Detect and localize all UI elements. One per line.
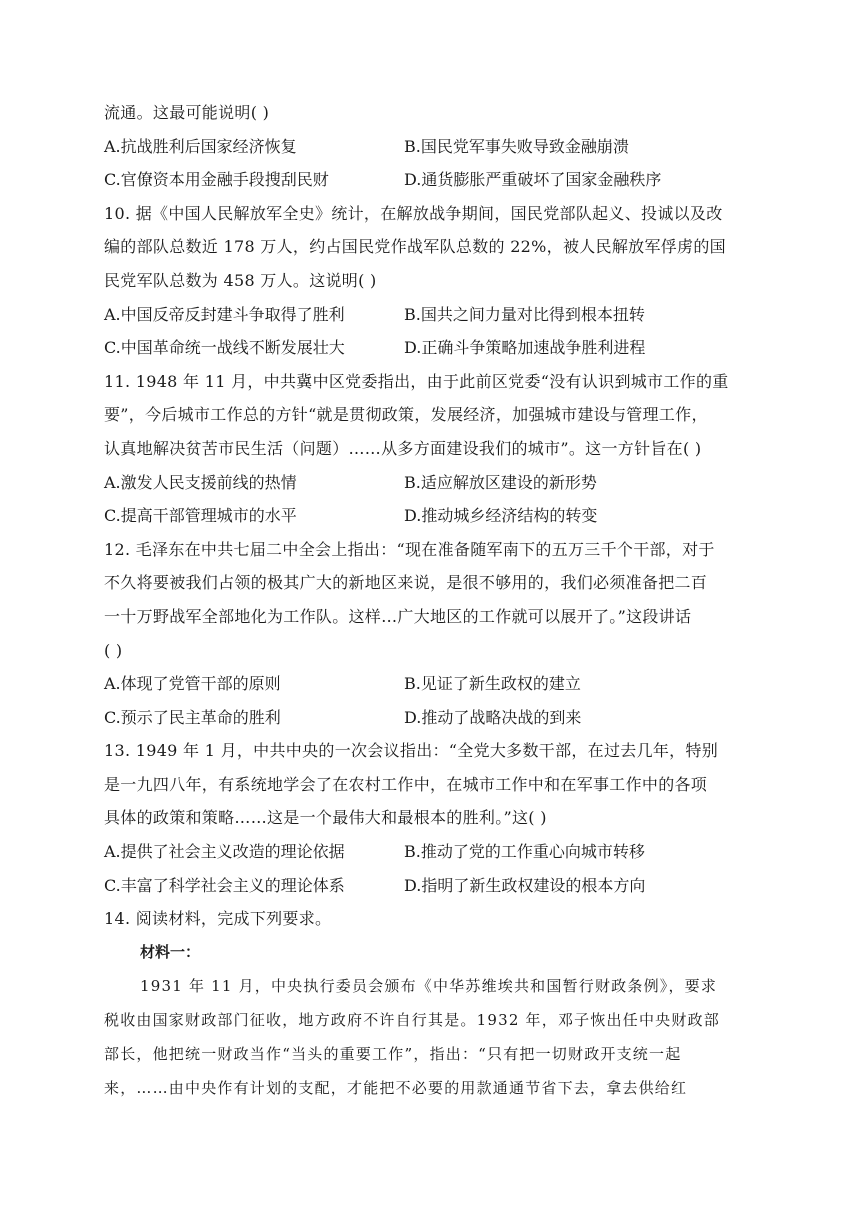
q13-option-c[interactable]: C.丰富了科学社会主义的理论体系 [104, 875, 345, 895]
q10-option-b[interactable]: B.国共之间力量对比得到根本扭转 [404, 304, 645, 324]
q12-option-d[interactable]: D.推动了战略决战的到来 [404, 707, 582, 727]
material-one-line-3: 部长，他把统一财政当作“当头的重要工作”，指出：“只有把一切财政开支统一起 [104, 1045, 682, 1064]
q12-options-row-1 [104, 667, 764, 701]
q9-option-d[interactable]: D.通货膨胀严重破坏了国家金融秩序 [404, 170, 662, 190]
q9-option-c[interactable]: C.官僚资本用金融手段搜刮民财 [104, 170, 329, 190]
q14-stem: 14. 阅读材料，完成下列要求。 [104, 909, 332, 929]
q9-option-a[interactable]: A.抗战胜利后国家经济恢复 [104, 136, 297, 156]
q11-stem-line-2: 要”，今后城市工作总的方针“就是贯彻政策，发展经济，加强城市建设与管理工作， [104, 405, 708, 425]
q9-option-b[interactable]: B.国民党军事失败导致金融崩溃 [404, 136, 629, 156]
q10-option-c[interactable]: C.中国革命统一战线不断发展壮大 [104, 338, 345, 358]
material-one-line-2: 税收由国家财政部门征收，地方政府不许自行其是。1932 年，邓子恢出任中央财政部 [104, 1011, 720, 1030]
q9-options-row-1 [104, 130, 764, 164]
q13-option-d[interactable]: D.指明了新生政权建设的根本方向 [404, 875, 646, 895]
q12-stem-line-4: ( ) [104, 640, 123, 660]
q13-option-b[interactable]: B.推动了党的工作重心向城市转移 [404, 842, 645, 862]
q10-stem-line-2: 编的部队总数近 178 万人，约占国民党作战军队总数的 22%，被人民解放军俘虏的国 [104, 237, 726, 257]
q12-stem-line-1: 12. 毛泽东在中共七届二中全会上指出：“现在准备随军南下的五万三千个干部，对于 [104, 539, 715, 559]
q11-stem-line-3: 认真地解决贫苦市民生活（问题）……从多方面建设我们的城市”。这一方针旨在( ) [104, 438, 702, 458]
q11-options-row-1 [104, 466, 764, 500]
q12-options-row-2 [104, 701, 764, 735]
q12-option-c[interactable]: C.预示了民主革命的胜利 [104, 707, 281, 727]
q10-option-d[interactable]: D.正确斗争策略加速战争胜利进程 [404, 338, 646, 358]
q12-stem-line-2: 不久将要被我们占领的极其广大的新地区来说，是很不够用的，我们必须准备把二百 [104, 573, 708, 593]
q11-option-a[interactable]: A.激发人民支援前线的热情 [104, 472, 297, 492]
material-one-line-4: 来，……由中央作有计划的支配，才能把不必要的用款通通节省下去，拿去供给红 [104, 1079, 688, 1098]
q11-options-row-2 [104, 499, 764, 533]
q13-stem-line-3: 具体的政策和策略……这是一个最伟大和最根本的胜利。”这( ) [104, 808, 547, 828]
q11-option-d[interactable]: D.推动城乡经济结构的转变 [404, 506, 598, 526]
q10-stem-line-3: 民党军队总数为 458 万人。这说明( ) [104, 270, 377, 290]
q12-stem-line-3: 一十万野战军全部地化为工作队。这样…广大地区的工作就可以展开了。”这段讲话 [104, 606, 692, 626]
q9-options-row-2 [104, 163, 764, 197]
q10-stem-line-1: 10. 据《中国人民解放军全史》统计，在解放战争期间，国民党部队起义、投诚以及改 [104, 203, 723, 223]
q13-options-row-1 [104, 835, 764, 869]
q11-option-c[interactable]: C.提高干部管理城市的水平 [104, 506, 297, 526]
q11-stem-line-1: 11. 1948 年 11 月，中共冀中区党委指出，由于此前区党委“没有认识到城市工作的重 [104, 371, 729, 391]
q13-stem-line-2: 是一九四八年，有系统地学会了在农村工作中，在城市工作中和在军事工作中的各项 [104, 774, 708, 794]
exam-page [104, 96, 764, 1105]
q10-options-row-1 [104, 298, 764, 332]
q12-option-a[interactable]: A.体现了党管干部的原则 [104, 674, 281, 694]
q11-option-b[interactable]: B.适应解放区建设的新形势 [404, 472, 597, 492]
material-one-title: 材料一： [140, 942, 201, 961]
q9-stem-tail: 流通。这最可能说明( ) [104, 103, 270, 122]
q10-option-a[interactable]: A.中国反帝反封建斗争取得了胜利 [104, 304, 345, 324]
q13-option-a[interactable]: A.提供了社会主义改造的理论依据 [104, 842, 345, 862]
q10-options-row-2 [104, 331, 764, 365]
q13-options-row-2 [104, 869, 764, 903]
q13-stem-line-1: 13. 1949 年 1 月，中共中央的一次会议指出：“全党大多数干部，在过去几年，特别 [104, 741, 719, 761]
material-one-line-1: 1931 年 11 月，中央执行委员会颁布《中华苏维埃共和国暂行财政条例》，要求 [140, 977, 718, 996]
q12-option-b[interactable]: B.见证了新生政权的建立 [404, 674, 581, 694]
